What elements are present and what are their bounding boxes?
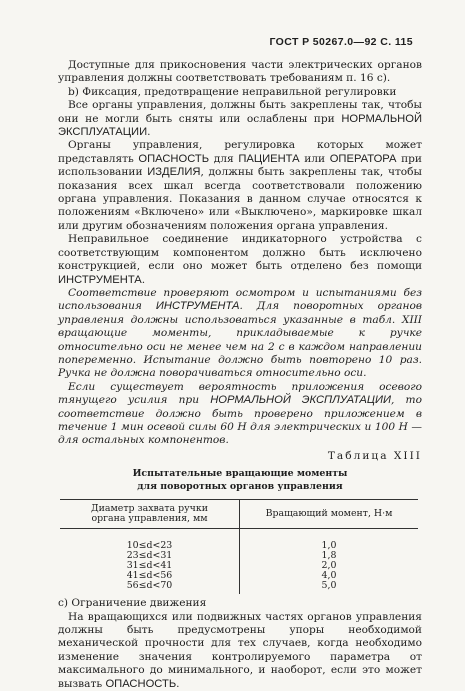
torque-cell: 1,8 xyxy=(321,550,337,562)
subsection-b-heading: b) Фиксация, предотвращение неправильной регулировки xyxy=(68,85,397,98)
table-title: Испытательные вращающие моменты для поворотных органов управления xyxy=(132,468,348,493)
paragraph-control-adjustment: Органы управления, регулировка которых может представлять ОПАСНОСТЬ для ПАЦИЕНТА или ОПЕРАТОРА при использовании ИЗДЕЛИЯ, должны быть закреплены так, чтобы показания всех шкал всегда соответствовали положению органа управления. Показания в данном случае относятся к положениям «Включено» или «Выключено», маркировке шкал или другим обозначениям положения органа управления. xyxy=(58,139,422,232)
document-body xyxy=(58,59,422,691)
diameter-cell: 31≤d<41 xyxy=(60,561,240,571)
column-header-torque: Вращающий момент, Н·м xyxy=(265,508,393,520)
torque-cell: 1,0 xyxy=(321,540,337,552)
paragraph-axial-force: Если существует вероятность приложения осевого тянущего усилия при НОРМАЛЬНОЙ ЭКСПЛУАТАЦИИ, то соответствие должно быть проверено приложением в течение 1 мин осевой силы 60 Н для электрических и 100 Н — для остальных компонентов. xyxy=(58,380,422,447)
table-caption: Таблица XIII xyxy=(327,449,422,462)
subsection-c-heading: с) Ограничение движения xyxy=(58,597,207,610)
torque-cell: 4,0 xyxy=(321,570,337,582)
paragraph-accessible-parts: Доступные для прикосновения части электрических органов управления должны соответствовать требованиям п. 16 с). xyxy=(58,59,422,85)
table-row xyxy=(60,551,418,561)
table-header-row xyxy=(60,500,418,529)
paragraph-movement-limit: На вращающихся или подвижных частях органов управления должны быть предусмотрены упоры необходимой механической прочности для тех случаев, когда необходимо изменение значения контролируемого параметра от максимального до минимального, и наоборот, если это может вызвать ОПАСНОСТЬ. xyxy=(58,610,422,690)
torque-table xyxy=(60,499,418,594)
table-row xyxy=(60,529,418,552)
torque-cell: 2,0 xyxy=(321,560,337,572)
torque-cell: 5,0 xyxy=(321,580,337,592)
paragraph-indicator-connection: Неправильное соединение индикаторного устройства с соответствующим компонентом должно быть исключено конструкцией, если оно может быть отделено без помощи ИНСТРУМЕНТА. xyxy=(58,233,422,286)
diameter-cell: 56≤d<70 xyxy=(60,581,240,594)
table-row xyxy=(60,561,418,571)
column-header-diameter: Диаметр захвата ручки органа управления, мм xyxy=(60,500,240,529)
paragraph-fixation: Все органы управления, должны быть закреплены так, чтобы они не могли быть сняты или ослаблены при НОРМАЛЬНОЙ ЭКСПЛУАТАЦИИ. xyxy=(58,99,422,139)
paragraph-compliance-test: Соответствие проверяют осмотром и испытаниями без использования ИНСТРУМЕНТА. Для поворотных органов управления должны использоваться указанные в табл. XIII вращающие моменты, прикладываемые к ручке относительно оси не менее чем на 2 с в каждом направлении попеременно. Испытание должно быть повторено 10 раз. Ручка не должна поворачиваться относительно оси. xyxy=(58,286,422,380)
table-row xyxy=(60,571,418,581)
diameter-cell: 23≤d<31 xyxy=(60,551,240,561)
table-row xyxy=(60,581,418,594)
diameter-cell: 41≤d<56 xyxy=(60,571,240,581)
page-header: ГОСТ Р 50267.0—92 С. 115 xyxy=(269,36,413,48)
diameter-cell: 10≤d<23 xyxy=(60,529,240,552)
